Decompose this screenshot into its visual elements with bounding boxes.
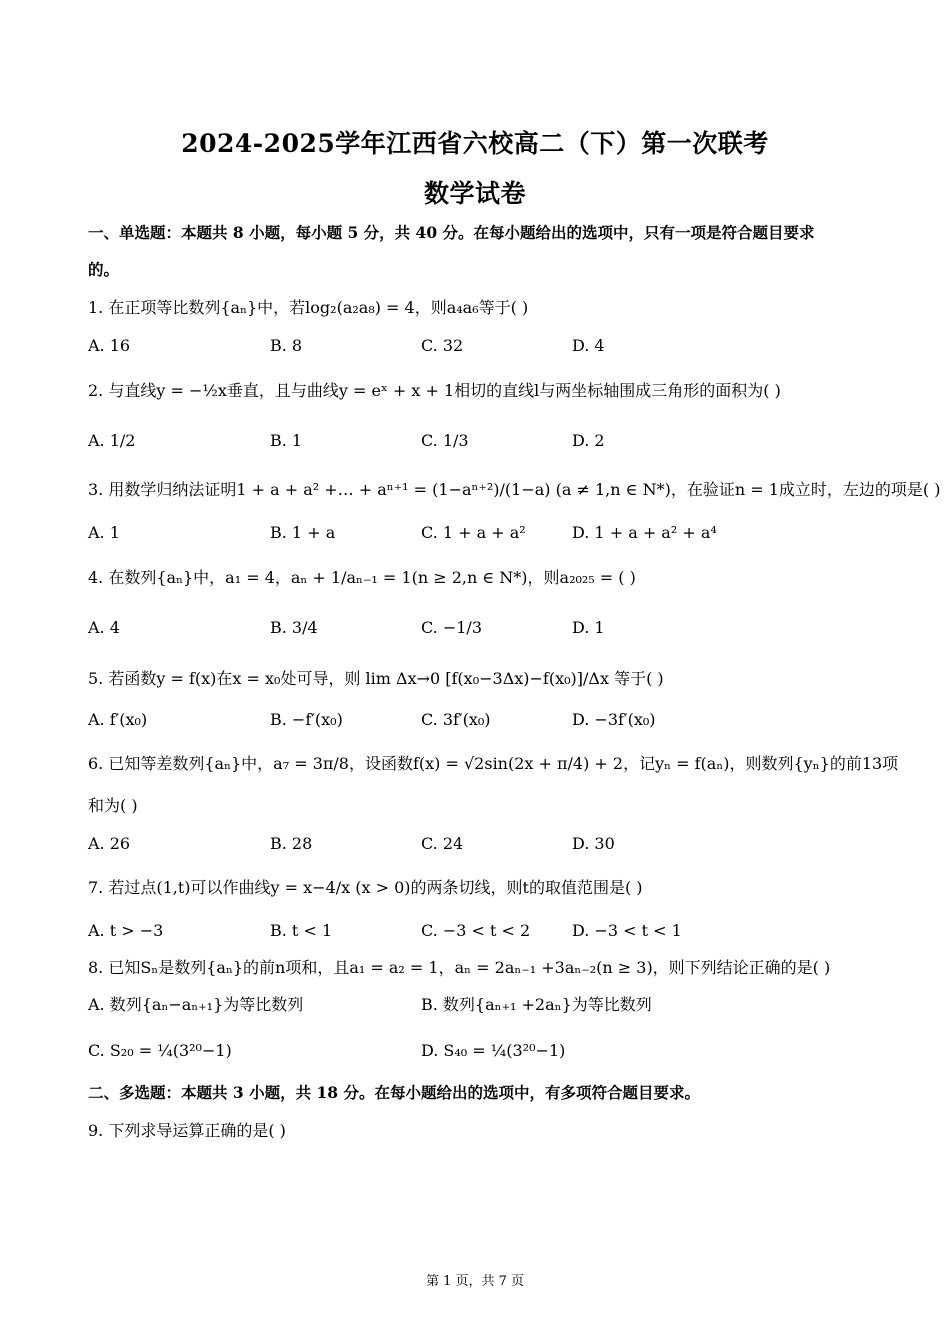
question-6-stem: 6. 已知等差数列{aₙ}中，a₇ = 3π/8，设函数f(x) = √2sin(2x + π/4) + 2，记yₙ = f(aₙ)，则数列{yₙ}的前13项 xyxy=(88,754,899,773)
question-8-stem: 8. 已知Sₙ是数列{aₙ}的前n项和，且a₁ = a₂ = 1，aₙ = 2aₙ₋₁ +3aₙ₋₂(n ≥ 3)，则下列结论正确的是( ) xyxy=(88,958,831,977)
question-3-option-d: D. 1 + a + a² + a⁴ xyxy=(572,523,717,542)
section2-heading: 二、多选题：本题共 3 小题，共 18 分。在每小题给出的选项中，有多项符合题目要求。 xyxy=(88,1083,700,1102)
question-7-stem: 7. 若过点(1,t)可以作曲线y = x−4/x (x > 0)的两条切线，则t的取值范围是( ) xyxy=(88,878,643,897)
question-2-option-b: B. 1 xyxy=(270,431,303,450)
question-3-option-c: C. 1 + a + a² xyxy=(421,523,526,542)
question-8-option-d: D. S₄₀ = ¼(3²⁰−1) xyxy=(421,1041,566,1060)
question-8-option-c: C. S₂₀ = ¼(3²⁰−1) xyxy=(88,1041,232,1060)
exam-title: 2024-2025学年江西省六校高二（下）第一次联考 xyxy=(181,129,769,158)
question-3-option-b: B. 1 + a xyxy=(270,523,336,542)
question-7-option-c: C. −3 < t < 2 xyxy=(421,921,531,940)
question-5-option-d: D. −3f′(x₀) xyxy=(572,710,656,729)
question-4-option-b: B. 3/4 xyxy=(270,618,318,637)
question-5-option-a: A. f′(x₀) xyxy=(88,710,148,729)
question-3-option-a: A. 1 xyxy=(88,523,120,542)
question-2-option-a: A. 1/2 xyxy=(88,431,136,450)
question-1-option-c: C. 32 xyxy=(421,336,464,355)
question-2-option-d: D. 2 xyxy=(572,431,605,450)
question-5-option-c: C. 3f′(x₀) xyxy=(421,710,491,729)
question-8-option-b: B. 数列{aₙ₊₁ +2aₙ}为等比数列 xyxy=(421,995,652,1014)
question-6-option-d: D. 30 xyxy=(572,834,615,853)
page-footer: 第 1 页，共 7 页 xyxy=(425,1274,525,1289)
question-6-option-b: B. 28 xyxy=(270,834,313,853)
question-4-option-a: A. 4 xyxy=(88,618,120,637)
question-1-option-b: B. 8 xyxy=(270,336,303,355)
question-6-option-a: A. 26 xyxy=(88,834,131,853)
question-6-stem-cont: 和为( ) xyxy=(88,796,138,815)
question-2-stem: 2. 与直线y = −½x垂直，且与曲线y = eˣ + x + 1相切的直线l与两坐标轴围成三角形的面积为( ) xyxy=(88,381,781,400)
question-2-option-c: C. 1/3 xyxy=(421,431,469,450)
exam-subtitle: 数学试卷 xyxy=(423,179,526,208)
question-7-option-d: D. −3 < t < 1 xyxy=(572,921,682,940)
question-5-stem: 5. 若函数y = f(x)在x = x₀处可导，则 lim Δx→0 [f(x₀−3Δx)−f(x₀)]/Δx 等于( ) xyxy=(88,669,664,688)
question-1-option-d: D. 4 xyxy=(572,336,605,355)
question-4-option-c: C. −1/3 xyxy=(421,618,482,637)
section1-heading: 一、单选题：本题共 8 小题，每小题 5 分，共 40 分。在每小题给出的选项中，只有一项是符合题目要求 xyxy=(88,223,815,242)
question-1-stem: 1. 在正项等比数列{aₙ}中，若log₂(a₂a₈) = 4，则a₄a₆等于( ) xyxy=(88,298,529,317)
question-6-option-c: C. 24 xyxy=(421,834,464,853)
question-3-stem: 3. 用数学归纳法证明1 + a + a² +… + aⁿ⁺¹ = (1−aⁿ⁺²)/(1−a) (a ≠ 1,n ∈ N*)，在验证n = 1成立时，左边的项是( ) xyxy=(88,480,941,499)
section1-heading-cont: 的。 xyxy=(88,260,120,279)
question-9-stem: 9. 下列求导运算正确的是( ) xyxy=(88,1121,286,1140)
question-8-option-a: A. 数列{aₙ−aₙ₊₁}为等比数列 xyxy=(88,995,304,1014)
question-4-stem: 4. 在数列{aₙ}中，a₁ = 4，aₙ + 1/aₙ₋₁ = 1(n ≥ 2,n ∈ N*)，则a₂₀₂₅ = ( ) xyxy=(88,568,636,587)
question-1-option-a: A. 16 xyxy=(88,336,131,355)
question-4-option-d: D. 1 xyxy=(572,618,605,637)
question-7-option-a: A. t > −3 xyxy=(88,921,164,940)
question-7-option-b: B. t < 1 xyxy=(270,921,333,940)
question-5-option-b: B. −f′(x₀) xyxy=(270,710,343,729)
